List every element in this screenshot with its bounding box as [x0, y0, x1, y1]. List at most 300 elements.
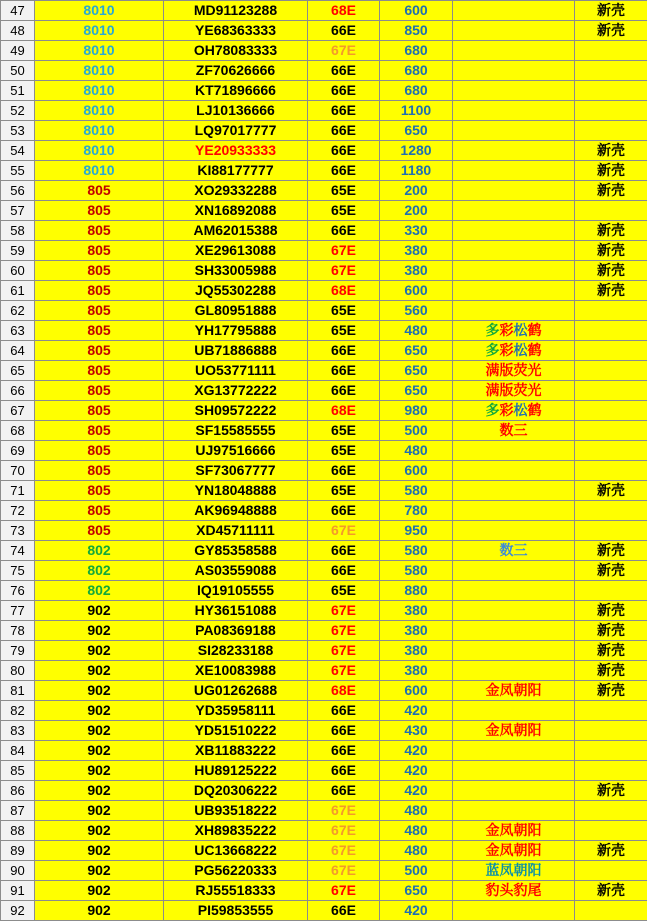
series-cell[interactable]: 8010	[35, 121, 164, 141]
price-cell[interactable]: 200	[380, 181, 453, 201]
series-cell[interactable]: 8010	[35, 41, 164, 61]
series-cell[interactable]: 902	[35, 761, 164, 781]
tag-cell[interactable]	[575, 121, 647, 141]
tag-cell[interactable]: 新壳	[575, 541, 647, 561]
row-header[interactable]: 79	[1, 641, 35, 661]
grade-cell[interactable]: 65E	[308, 581, 380, 601]
note-cell[interactable]	[453, 41, 575, 61]
grade-cell[interactable]: 67E	[308, 661, 380, 681]
series-cell[interactable]: 902	[35, 881, 164, 901]
price-cell[interactable]: 580	[380, 541, 453, 561]
series-cell[interactable]: 805	[35, 441, 164, 461]
serial-number-cell[interactable]: GL80951888	[164, 301, 308, 321]
tag-cell[interactable]: 新壳	[575, 841, 647, 861]
grade-cell[interactable]: 66E	[308, 781, 380, 801]
price-cell[interactable]: 500	[380, 421, 453, 441]
row-header[interactable]: 68	[1, 421, 35, 441]
row-header[interactable]: 78	[1, 621, 35, 641]
grade-cell[interactable]: 68E	[308, 681, 380, 701]
tag-cell[interactable]	[575, 41, 647, 61]
tag-cell[interactable]	[575, 821, 647, 841]
note-cell[interactable]	[453, 161, 575, 181]
tag-cell[interactable]: 新壳	[575, 641, 647, 661]
note-cell[interactable]	[453, 141, 575, 161]
tag-cell[interactable]	[575, 721, 647, 741]
serial-number-cell[interactable]: AS03559088	[164, 561, 308, 581]
note-cell[interactable]	[453, 561, 575, 581]
note-cell[interactable]	[453, 481, 575, 501]
grade-cell[interactable]: 66E	[308, 541, 380, 561]
grade-cell[interactable]: 66E	[308, 161, 380, 181]
series-cell[interactable]: 805	[35, 341, 164, 361]
tag-cell[interactable]: 新壳	[575, 1, 647, 21]
row-header[interactable]: 87	[1, 801, 35, 821]
grade-cell[interactable]: 66E	[308, 561, 380, 581]
tag-cell[interactable]: 新壳	[575, 281, 647, 301]
row-header[interactable]: 75	[1, 561, 35, 581]
series-cell[interactable]: 805	[35, 401, 164, 421]
grade-cell[interactable]: 66E	[308, 61, 380, 81]
series-cell[interactable]: 802	[35, 561, 164, 581]
serial-number-cell[interactable]: KI88177777	[164, 161, 308, 181]
series-cell[interactable]: 805	[35, 521, 164, 541]
row-header[interactable]: 57	[1, 201, 35, 221]
series-cell[interactable]: 802	[35, 581, 164, 601]
tag-cell[interactable]	[575, 101, 647, 121]
note-cell[interactable]	[453, 281, 575, 301]
series-cell[interactable]: 902	[35, 741, 164, 761]
row-header[interactable]: 69	[1, 441, 35, 461]
series-cell[interactable]: 802	[35, 541, 164, 561]
serial-number-cell[interactable]: AM62015388	[164, 221, 308, 241]
note-cell[interactable]	[453, 61, 575, 81]
price-cell[interactable]: 580	[380, 561, 453, 581]
price-cell[interactable]: 850	[380, 21, 453, 41]
series-cell[interactable]: 902	[35, 661, 164, 681]
row-header[interactable]: 89	[1, 841, 35, 861]
tag-cell[interactable]: 新壳	[575, 561, 647, 581]
row-header[interactable]: 62	[1, 301, 35, 321]
grade-cell[interactable]: 67E	[308, 821, 380, 841]
price-cell[interactable]: 420	[380, 761, 453, 781]
grade-cell[interactable]: 65E	[308, 301, 380, 321]
tag-cell[interactable]: 新壳	[575, 661, 647, 681]
grade-cell[interactable]: 67E	[308, 521, 380, 541]
serial-number-cell[interactable]: XH89835222	[164, 821, 308, 841]
note-cell[interactable]: 满版荧光	[453, 381, 575, 401]
serial-number-cell[interactable]: XE10083988	[164, 661, 308, 681]
price-cell[interactable]: 480	[380, 441, 453, 461]
row-header[interactable]: 90	[1, 861, 35, 881]
tag-cell[interactable]: 新壳	[575, 181, 647, 201]
serial-number-cell[interactable]: MD91123288	[164, 1, 308, 21]
grade-cell[interactable]: 66E	[308, 901, 380, 921]
tag-cell[interactable]	[575, 701, 647, 721]
grade-cell[interactable]: 67E	[308, 641, 380, 661]
grade-cell[interactable]: 67E	[308, 801, 380, 821]
tag-cell[interactable]	[575, 81, 647, 101]
serial-number-cell[interactable]: UC13668222	[164, 841, 308, 861]
series-cell[interactable]: 8010	[35, 141, 164, 161]
grade-cell[interactable]: 66E	[308, 121, 380, 141]
grade-cell[interactable]: 66E	[308, 81, 380, 101]
tag-cell[interactable]	[575, 61, 647, 81]
row-header[interactable]: 65	[1, 361, 35, 381]
price-cell[interactable]: 650	[380, 881, 453, 901]
note-cell[interactable]: 数三	[453, 421, 575, 441]
tag-cell[interactable]	[575, 321, 647, 341]
series-cell[interactable]: 902	[35, 901, 164, 921]
serial-number-cell[interactable]: DQ20306222	[164, 781, 308, 801]
row-header[interactable]: 58	[1, 221, 35, 241]
grade-cell[interactable]: 66E	[308, 21, 380, 41]
series-cell[interactable]: 805	[35, 501, 164, 521]
grade-cell[interactable]: 65E	[308, 421, 380, 441]
serial-number-cell[interactable]: IQ19105555	[164, 581, 308, 601]
grade-cell[interactable]: 68E	[308, 1, 380, 21]
serial-number-cell[interactable]: XB11883222	[164, 741, 308, 761]
price-cell[interactable]: 560	[380, 301, 453, 321]
row-header[interactable]: 85	[1, 761, 35, 781]
price-cell[interactable]: 680	[380, 61, 453, 81]
tag-cell[interactable]: 新壳	[575, 221, 647, 241]
grade-cell[interactable]: 67E	[308, 41, 380, 61]
price-cell[interactable]: 480	[380, 801, 453, 821]
row-header[interactable]: 80	[1, 661, 35, 681]
note-cell[interactable]	[453, 1, 575, 21]
grade-cell[interactable]: 65E	[308, 481, 380, 501]
serial-number-cell[interactable]: KT71896666	[164, 81, 308, 101]
row-header[interactable]: 53	[1, 121, 35, 141]
note-cell[interactable]: 豹头豹尾	[453, 881, 575, 901]
series-cell[interactable]: 805	[35, 481, 164, 501]
note-cell[interactable]: 多彩松鹤	[453, 341, 575, 361]
note-cell[interactable]: 金凤朝阳	[453, 821, 575, 841]
note-cell[interactable]: 蓝凤朝阳	[453, 861, 575, 881]
series-cell[interactable]: 8010	[35, 61, 164, 81]
tag-cell[interactable]: 新壳	[575, 241, 647, 261]
note-cell[interactable]	[453, 21, 575, 41]
row-header[interactable]: 51	[1, 81, 35, 101]
series-cell[interactable]: 902	[35, 801, 164, 821]
row-header[interactable]: 92	[1, 901, 35, 921]
series-cell[interactable]: 805	[35, 241, 164, 261]
series-cell[interactable]: 902	[35, 641, 164, 661]
grade-cell[interactable]: 67E	[308, 601, 380, 621]
row-header[interactable]: 47	[1, 1, 35, 21]
price-cell[interactable]: 650	[380, 341, 453, 361]
serial-number-cell[interactable]: XO29332288	[164, 181, 308, 201]
serial-number-cell[interactable]: YN18048888	[164, 481, 308, 501]
grade-cell[interactable]: 67E	[308, 881, 380, 901]
grade-cell[interactable]: 68E	[308, 281, 380, 301]
note-cell[interactable]	[453, 181, 575, 201]
tag-cell[interactable]	[575, 201, 647, 221]
price-cell[interactable]: 420	[380, 741, 453, 761]
tag-cell[interactable]: 新壳	[575, 681, 647, 701]
serial-number-cell[interactable]: XN16892088	[164, 201, 308, 221]
note-cell[interactable]	[453, 741, 575, 761]
tag-cell[interactable]	[575, 461, 647, 481]
serial-number-cell[interactable]: LJ10136666	[164, 101, 308, 121]
series-cell[interactable]: 805	[35, 221, 164, 241]
row-header[interactable]: 66	[1, 381, 35, 401]
price-cell[interactable]: 480	[380, 821, 453, 841]
row-header[interactable]: 56	[1, 181, 35, 201]
tag-cell[interactable]	[575, 801, 647, 821]
tag-cell[interactable]	[575, 501, 647, 521]
row-header[interactable]: 63	[1, 321, 35, 341]
price-cell[interactable]: 380	[380, 661, 453, 681]
grade-cell[interactable]: 66E	[308, 761, 380, 781]
row-header[interactable]: 76	[1, 581, 35, 601]
row-header[interactable]: 83	[1, 721, 35, 741]
note-cell[interactable]	[453, 581, 575, 601]
note-cell[interactable]	[453, 441, 575, 461]
note-cell[interactable]	[453, 461, 575, 481]
grade-cell[interactable]: 67E	[308, 621, 380, 641]
tag-cell[interactable]	[575, 901, 647, 921]
price-cell[interactable]: 380	[380, 621, 453, 641]
row-header[interactable]: 70	[1, 461, 35, 481]
series-cell[interactable]: 805	[35, 281, 164, 301]
serial-number-cell[interactable]: YE20933333	[164, 141, 308, 161]
serial-number-cell[interactable]: XD45711111	[164, 521, 308, 541]
note-cell[interactable]	[453, 621, 575, 641]
tag-cell[interactable]	[575, 421, 647, 441]
price-cell[interactable]: 500	[380, 861, 453, 881]
tag-cell[interactable]: 新壳	[575, 881, 647, 901]
row-header[interactable]: 88	[1, 821, 35, 841]
price-cell[interactable]: 1280	[380, 141, 453, 161]
series-cell[interactable]: 8010	[35, 81, 164, 101]
serial-number-cell[interactable]: UJ97516666	[164, 441, 308, 461]
row-header[interactable]: 64	[1, 341, 35, 361]
series-cell[interactable]: 902	[35, 821, 164, 841]
price-cell[interactable]: 420	[380, 781, 453, 801]
series-cell[interactable]: 805	[35, 201, 164, 221]
grade-cell[interactable]: 65E	[308, 201, 380, 221]
grade-cell[interactable]: 67E	[308, 241, 380, 261]
note-cell[interactable]	[453, 781, 575, 801]
price-cell[interactable]: 480	[380, 321, 453, 341]
note-cell[interactable]	[453, 201, 575, 221]
price-cell[interactable]: 650	[380, 361, 453, 381]
note-cell[interactable]	[453, 641, 575, 661]
series-cell[interactable]: 902	[35, 601, 164, 621]
row-header[interactable]: 54	[1, 141, 35, 161]
price-cell[interactable]: 950	[380, 521, 453, 541]
series-cell[interactable]: 902	[35, 621, 164, 641]
serial-number-cell[interactable]: UB71886888	[164, 341, 308, 361]
grade-cell[interactable]: 66E	[308, 361, 380, 381]
note-cell[interactable]	[453, 501, 575, 521]
serial-number-cell[interactable]: PA08369188	[164, 621, 308, 641]
note-cell[interactable]	[453, 521, 575, 541]
serial-number-cell[interactable]: YE68363333	[164, 21, 308, 41]
note-cell[interactable]: 多彩松鹤	[453, 321, 575, 341]
grade-cell[interactable]: 65E	[308, 321, 380, 341]
series-cell[interactable]: 902	[35, 841, 164, 861]
series-cell[interactable]: 805	[35, 381, 164, 401]
grade-cell[interactable]: 65E	[308, 441, 380, 461]
series-cell[interactable]: 902	[35, 781, 164, 801]
price-cell[interactable]: 420	[380, 701, 453, 721]
row-header[interactable]: 61	[1, 281, 35, 301]
note-cell[interactable]: 金凤朝阳	[453, 681, 575, 701]
tag-cell[interactable]	[575, 381, 647, 401]
price-cell[interactable]: 200	[380, 201, 453, 221]
series-cell[interactable]: 8010	[35, 101, 164, 121]
series-cell[interactable]: 805	[35, 321, 164, 341]
serial-number-cell[interactable]: UB93518222	[164, 801, 308, 821]
price-cell[interactable]: 650	[380, 381, 453, 401]
row-header[interactable]: 73	[1, 521, 35, 541]
row-header[interactable]: 67	[1, 401, 35, 421]
tag-cell[interactable]: 新壳	[575, 621, 647, 641]
grade-cell[interactable]: 66E	[308, 741, 380, 761]
row-header[interactable]: 50	[1, 61, 35, 81]
price-cell[interactable]: 380	[380, 241, 453, 261]
tag-cell[interactable]: 新壳	[575, 601, 647, 621]
note-cell[interactable]: 满版荧光	[453, 361, 575, 381]
note-cell[interactable]: 数三	[453, 541, 575, 561]
tag-cell[interactable]	[575, 341, 647, 361]
serial-number-cell[interactable]: HU89125222	[164, 761, 308, 781]
series-cell[interactable]: 902	[35, 721, 164, 741]
price-cell[interactable]: 380	[380, 261, 453, 281]
row-header[interactable]: 52	[1, 101, 35, 121]
price-cell[interactable]: 650	[380, 121, 453, 141]
note-cell[interactable]	[453, 601, 575, 621]
row-header[interactable]: 84	[1, 741, 35, 761]
grade-cell[interactable]: 66E	[308, 221, 380, 241]
grade-cell[interactable]: 66E	[308, 381, 380, 401]
serial-number-cell[interactable]: SH33005988	[164, 261, 308, 281]
note-cell[interactable]	[453, 661, 575, 681]
tag-cell[interactable]	[575, 861, 647, 881]
price-cell[interactable]: 380	[380, 601, 453, 621]
price-cell[interactable]: 980	[380, 401, 453, 421]
serial-number-cell[interactable]: RJ55518333	[164, 881, 308, 901]
price-cell[interactable]: 380	[380, 641, 453, 661]
grade-cell[interactable]: 67E	[308, 261, 380, 281]
grade-cell[interactable]: 66E	[308, 701, 380, 721]
note-cell[interactable]: 多彩松鹤	[453, 401, 575, 421]
price-cell[interactable]: 330	[380, 221, 453, 241]
row-header[interactable]: 82	[1, 701, 35, 721]
series-cell[interactable]: 902	[35, 701, 164, 721]
serial-number-cell[interactable]: YH17795888	[164, 321, 308, 341]
tag-cell[interactable]	[575, 401, 647, 421]
price-cell[interactable]: 1180	[380, 161, 453, 181]
row-header[interactable]: 60	[1, 261, 35, 281]
grade-cell[interactable]: 66E	[308, 141, 380, 161]
price-cell[interactable]: 580	[380, 481, 453, 501]
note-cell[interactable]	[453, 701, 575, 721]
price-cell[interactable]: 600	[380, 1, 453, 21]
note-cell[interactable]	[453, 81, 575, 101]
serial-number-cell[interactable]: ZF70626666	[164, 61, 308, 81]
serial-number-cell[interactable]: SF15585555	[164, 421, 308, 441]
series-cell[interactable]: 805	[35, 301, 164, 321]
grade-cell[interactable]: 65E	[308, 181, 380, 201]
serial-number-cell[interactable]: SI28233188	[164, 641, 308, 661]
serial-number-cell[interactable]: SF73067777	[164, 461, 308, 481]
tag-cell[interactable]: 新壳	[575, 481, 647, 501]
grade-cell[interactable]: 66E	[308, 721, 380, 741]
series-cell[interactable]: 805	[35, 421, 164, 441]
price-cell[interactable]: 420	[380, 901, 453, 921]
serial-number-cell[interactable]: YD51510222	[164, 721, 308, 741]
row-header[interactable]: 74	[1, 541, 35, 561]
row-header[interactable]: 86	[1, 781, 35, 801]
note-cell[interactable]: 金凤朝阳	[453, 841, 575, 861]
tag-cell[interactable]	[575, 361, 647, 381]
note-cell[interactable]	[453, 801, 575, 821]
serial-number-cell[interactable]: XG13772222	[164, 381, 308, 401]
serial-number-cell[interactable]: XE29613088	[164, 241, 308, 261]
series-cell[interactable]: 805	[35, 181, 164, 201]
price-cell[interactable]: 680	[380, 81, 453, 101]
row-header[interactable]: 81	[1, 681, 35, 701]
grade-cell[interactable]: 68E	[308, 401, 380, 421]
row-header[interactable]: 48	[1, 21, 35, 41]
tag-cell[interactable]	[575, 301, 647, 321]
note-cell[interactable]	[453, 301, 575, 321]
serial-number-cell[interactable]: YD35958111	[164, 701, 308, 721]
tag-cell[interactable]	[575, 741, 647, 761]
serial-number-cell[interactable]: JQ55302288	[164, 281, 308, 301]
row-header[interactable]: 72	[1, 501, 35, 521]
row-header[interactable]: 55	[1, 161, 35, 181]
tag-cell[interactable]	[575, 521, 647, 541]
row-header[interactable]: 49	[1, 41, 35, 61]
tag-cell[interactable]: 新壳	[575, 141, 647, 161]
serial-number-cell[interactable]: AK96948888	[164, 501, 308, 521]
grade-cell[interactable]: 66E	[308, 461, 380, 481]
note-cell[interactable]: 金凤朝阳	[453, 721, 575, 741]
note-cell[interactable]	[453, 221, 575, 241]
grade-cell[interactable]: 67E	[308, 861, 380, 881]
series-cell[interactable]: 805	[35, 261, 164, 281]
series-cell[interactable]: 8010	[35, 1, 164, 21]
note-cell[interactable]	[453, 761, 575, 781]
price-cell[interactable]: 680	[380, 41, 453, 61]
series-cell[interactable]: 8010	[35, 21, 164, 41]
price-cell[interactable]: 480	[380, 841, 453, 861]
price-cell[interactable]: 780	[380, 501, 453, 521]
serial-number-cell[interactable]: UO53771111	[164, 361, 308, 381]
tag-cell[interactable]: 新壳	[575, 781, 647, 801]
serial-number-cell[interactable]: LQ97017777	[164, 121, 308, 141]
price-cell[interactable]: 880	[380, 581, 453, 601]
serial-number-cell[interactable]: HY36151088	[164, 601, 308, 621]
grade-cell[interactable]: 67E	[308, 841, 380, 861]
note-cell[interactable]	[453, 241, 575, 261]
price-cell[interactable]: 430	[380, 721, 453, 741]
series-cell[interactable]: 902	[35, 861, 164, 881]
series-cell[interactable]: 8010	[35, 161, 164, 181]
tag-cell[interactable]: 新壳	[575, 21, 647, 41]
note-cell[interactable]	[453, 901, 575, 921]
series-cell[interactable]: 902	[35, 681, 164, 701]
note-cell[interactable]	[453, 121, 575, 141]
tag-cell[interactable]	[575, 581, 647, 601]
serial-number-cell[interactable]: SH09572222	[164, 401, 308, 421]
note-cell[interactable]	[453, 101, 575, 121]
tag-cell[interactable]: 新壳	[575, 261, 647, 281]
